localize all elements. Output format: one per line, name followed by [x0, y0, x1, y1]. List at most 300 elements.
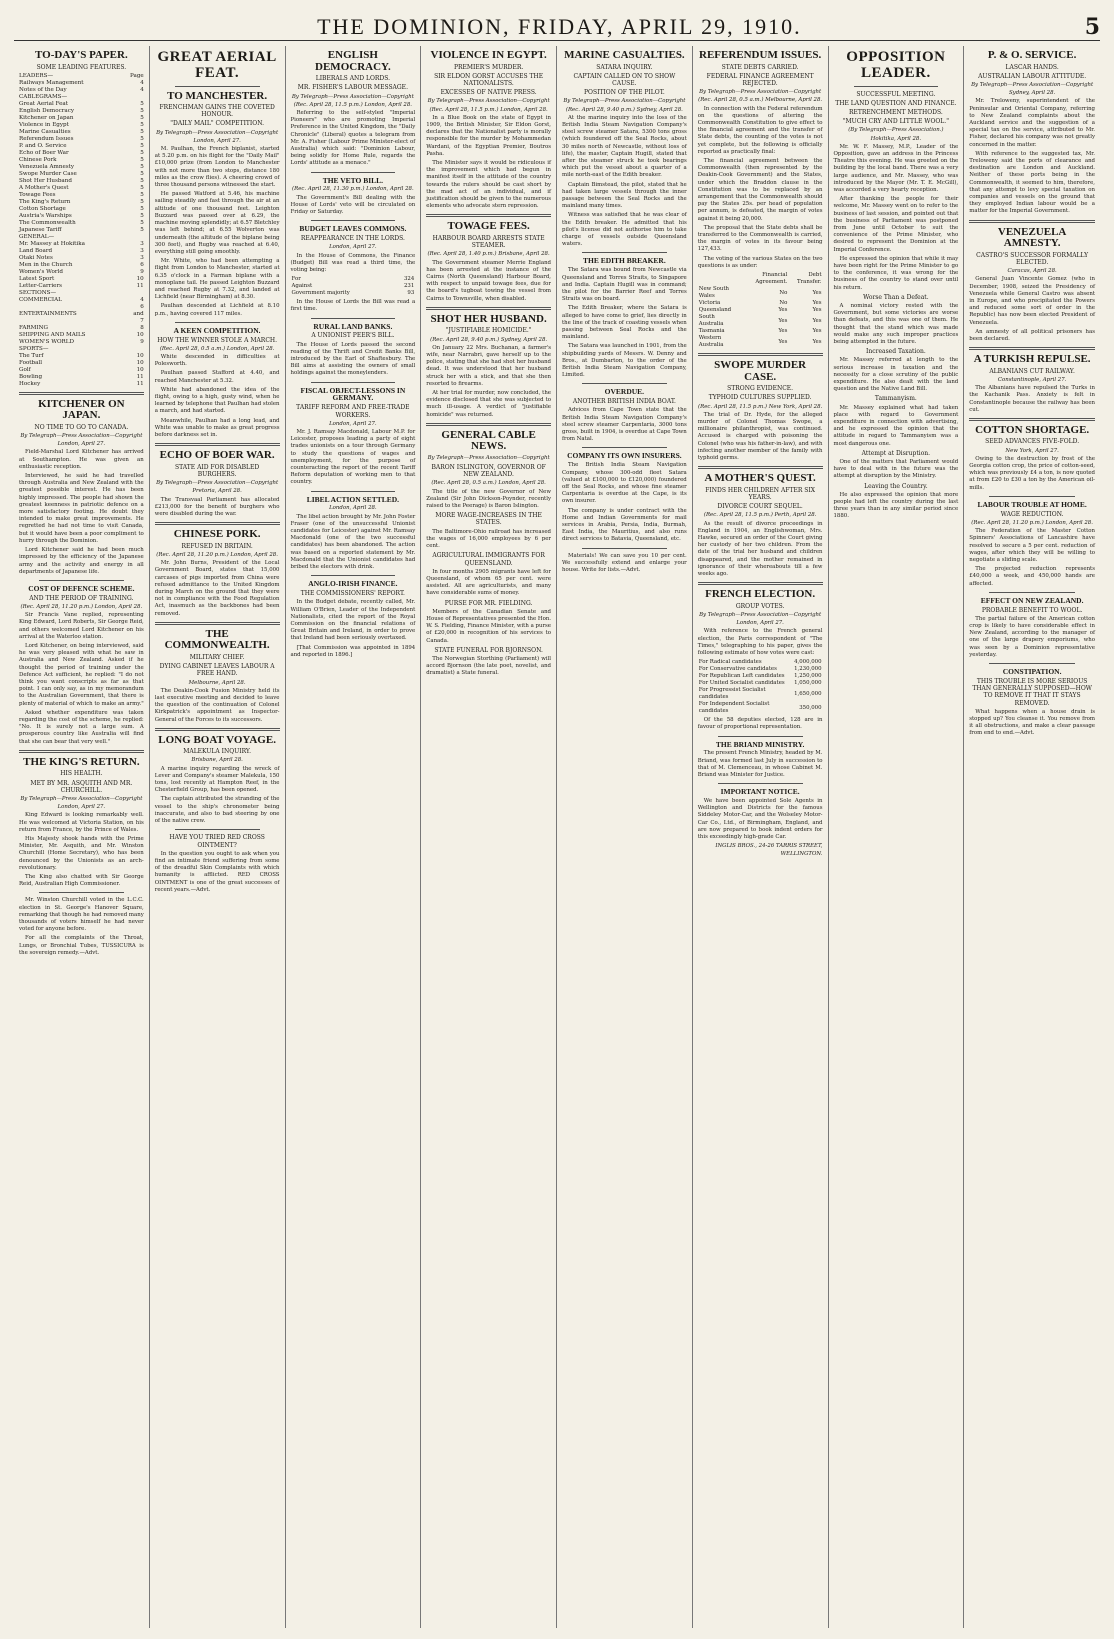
table-row	[19, 178, 144, 185]
table-row	[19, 171, 144, 178]
state-vote-table	[698, 272, 823, 349]
table-cell: Otaki Notes	[19, 254, 53, 261]
effect-p1: The partial failure of the American cotton crop is likely to have considerable effect in New Zealand, according to the manager of one of the large drapery emporiums, who was seen by a Dominion representative yesterday.	[969, 615, 1095, 658]
notice-signature: INGLIS BROS., 24-26 TARRIS STREET, WELLINGTON.	[715, 843, 823, 857]
sections-title: SECTIONS—	[19, 289, 57, 296]
table-cell: 5	[140, 107, 144, 114]
marine-sub-3: POSITION OF THE PILOT.	[584, 89, 665, 97]
edith-heading: THE EDITH BREAKER.	[583, 256, 666, 266]
table-cell: Yes	[812, 317, 822, 324]
aerial-p1: M. Paulhan, the French biplanist, started at 5.20 p.m. on his flight for the "Daily Mail" £10,000 prize (from London to Manchester with not more than two stops, distance 180 miles as the crow flies). A cheering crowd of three thousand persons witnessed the start.	[154, 146, 280, 189]
table-row	[19, 367, 144, 374]
divider	[989, 592, 1075, 593]
table-cell: For Republican Left candidates	[698, 673, 785, 680]
swope-sub-2: TYPHOID CULTURES SUPPLIED.	[708, 394, 812, 402]
table-cell: Japanese Tariff	[19, 226, 62, 233]
competition-p2: Paulhan passed Stafford at 4.40, and reached Manchester at 5.32.	[154, 370, 280, 384]
fiscal-sub: TARIFF REFORM AND FREE-TRADE WORKERS.	[296, 404, 410, 419]
table-cell: New South Wales	[698, 286, 730, 300]
index-list	[19, 80, 144, 234]
opposition-credit: (By Telegraph—Press Association.)	[848, 127, 944, 134]
divider	[175, 86, 260, 87]
swope-p1: The trial of Dr. Hyde, for the alleged murder of Colonel Thomas Swope, a millionaire philanthropist, was continued. Accused is charged with poisoning the Colonel (who was his father-in-law), and with infecting another member of the family with typhoid germs.	[697, 411, 823, 461]
referendum-p4: The voting of the various States on the two questions is as under:	[697, 255, 823, 269]
table-cell: Yes	[812, 289, 822, 296]
french-sub: GROUP VOTES.	[735, 602, 785, 610]
defence-heading: COST OF DEFENCE SCHEME.	[28, 583, 135, 593]
democracy-p1: Referring to the self-styled "Imperial Pioneers" who are promoting Imperial Preference in the United Kingdom, the "Daily Chronicle" (Liberal) quotes a telegram from Mr. A. Fisher (Labour Prime Minister-elect of Australia) which said: "Dominion Labour, being solidly for Home Rule, regards the Lords' attitude as a menace."	[290, 109, 416, 167]
kitchener-date: London, April 27.	[57, 441, 106, 448]
competition-p4: Meanwhile, Paulhan had a long lead, and White was unable to make as great progress before darkness set in.	[154, 417, 280, 439]
table-cell: For United Socialist candidates	[698, 680, 785, 687]
egypt-p2: The Minister says it would be ridiculous if the improvement which had begun in manifest itself in the attitude of the country towards the rulers should be cast short by the mad act of an individual, and if justification should be given to the numerous elements who advocate stern repression.	[426, 159, 551, 210]
table-cell: Football	[19, 359, 43, 366]
turkish-p1: The Albanians have repulsed the Turks in the Kachanik Pass. Anxiety is felt in Constantinople because the railway has been cut.	[969, 385, 1095, 413]
immigrants-sub: AGRICULTURAL IMMIGRANTS FOR QUEENSLAND.	[432, 552, 545, 567]
index-title: LEADERS—	[19, 72, 54, 79]
tammanyism-heading: Tammanyism.	[874, 395, 917, 403]
table-row	[291, 276, 416, 283]
table-cell: 10	[136, 275, 144, 282]
table-cell: Echo of Boer War	[19, 149, 69, 156]
table-cell: A Mother's Quest	[19, 184, 69, 191]
po-sub: LASCAR HANDS.	[1005, 63, 1059, 71]
table-cell: Yes	[812, 338, 822, 345]
masthead	[14, 14, 1100, 41]
labour-sub: WAGE REDUCTION.	[1000, 510, 1064, 518]
egypt-sub-2: SIR ELDON GORST ACCUSES THE NATIONALISTS.	[434, 72, 544, 87]
divider	[155, 622, 280, 625]
boer-date: Pretoria, April 28.	[192, 488, 242, 495]
shot-p1: On January 22 Mrs. Buchanan, a farmer's wife, near Narrabri, gave herself up to the police, stating that she had shot her husband dead. It was understood that her husband struck her with a stick, and that she then resorted to firearms.	[426, 344, 551, 387]
sports-header-row	[19, 346, 144, 353]
table-cell: No	[779, 300, 788, 307]
table-row	[698, 328, 823, 335]
venezuela-p2: An amnesty of all political prisoners has been declared.	[969, 328, 1095, 342]
table-row	[19, 87, 144, 94]
general-list	[19, 241, 144, 290]
table-cell: Railways Management	[19, 79, 84, 86]
table-cell: 1,250,000	[794, 673, 822, 680]
table-cell: 11	[136, 373, 144, 380]
table-cell: Venezuela Amnesty	[19, 163, 75, 170]
marine-date: (Rec. April 28, 9.40 p.m.) Sydney, April 28.	[565, 106, 683, 113]
commonwealth-sub-2: DYING CABINET LEAVES LABOUR A FREE HAND.	[159, 663, 275, 678]
table-cell: 10	[136, 359, 144, 366]
table-cell	[130, 94, 144, 101]
democracy-sub-2: MR. FISHER'S LABOUR MESSAGE.	[297, 84, 408, 92]
referendum-p1: In connection with the Federal referendum on the questions of altering the Commonwealth Constitution to give effect to the financial agreement and the transfer of State debts, the counting of the votes is not yet complete, but the following is officially reported as practically final:	[697, 105, 823, 155]
table-row	[19, 248, 144, 255]
table-row	[291, 283, 416, 290]
table-row	[19, 276, 144, 283]
table-cell: COMMERCIAL	[19, 296, 62, 303]
islington-date: (Rec. April 28, 0.5 a.m.) London, April 28.	[431, 480, 546, 487]
column-2	[150, 46, 286, 1628]
veto-date: (Rec. April 28, 11.30 p.m.) London, April 28.	[292, 186, 414, 193]
table-cell: CABLEGRAMS—	[19, 93, 68, 100]
king-p1: King Edward is looking remarkably well. He was welcomed at Victoria Station, on his return from France, by the Prince of Wales.	[19, 812, 144, 833]
divider	[969, 220, 1095, 223]
islington-sub: BARON ISLINGTON, GOVERNOR OF NEW ZEALAND.	[431, 464, 546, 479]
shot-heading: SHOT HER HUSBAND.	[430, 312, 547, 325]
column-1	[14, 46, 150, 1628]
page-number: 5	[1084, 14, 1100, 40]
labour-p2: The projected reduction represents £40,000 a week, and 450,000 hands are affected.	[969, 566, 1095, 587]
table-row	[19, 164, 144, 171]
boer-credit: By Telegraph—Press Association—Copyright	[156, 480, 279, 487]
pork-heading: CHINESE PORK.	[173, 528, 261, 541]
table-cell: 5	[140, 170, 144, 177]
divider	[989, 496, 1075, 497]
table-row	[19, 94, 144, 101]
egypt-p1: In a Blue Book on the state of Egypt in 1909, the British Minister, Sir Eldon Gorst, declares that the Nationalist party is morally responsible for the murder by Mohammedan Wardani, of the Egyptian Premier, Boutros Pasha.	[426, 114, 551, 157]
competition-date: (Rec. April 28, 0.5 a.m.) London, April 28.	[159, 345, 275, 352]
aerial-heading-2: TO MANCHESTER.	[167, 89, 268, 102]
column-4	[421, 46, 557, 1628]
sections-list	[19, 297, 144, 346]
table-cell: 10	[136, 366, 144, 373]
table-row	[19, 220, 144, 227]
competition-p3: White had abandoned the idea of the flight, owing to a high, gusty wind, when he learned by telephone that Paulhan had stolen a march, and had started.	[154, 386, 280, 415]
table-row	[19, 227, 144, 234]
french-p1: With reference to the French general election, the Paris correspondent of "The Times," telegraphing to his paper, gives the following estimate of how votes were cast:	[697, 628, 823, 656]
egypt-credit: By Telegraph—Press Association—Copyright	[427, 98, 550, 105]
islington-p: The title of the new Governor of New Zealand (Sir John Dickson-Poynder, recently raised to the Peerage) is Baron Islington.	[426, 488, 551, 510]
aerial-sub: FRENCHMAN GAINS THE COVETED HONOUR.	[159, 104, 275, 119]
divider	[582, 447, 667, 448]
defence-p2: Lord Kitchener, on being interviewed, said he was very pleased with what he saw in Australia and New Zealand. Asked if he thought the period of training under the Defence Act sufficient, he replied: "I do not think you want conscripts as far as that point. I can only say, as in my memorandum to the Australian Government, that there is plenty of material of which to make an army."	[19, 643, 144, 707]
venezuela-sub: CASTRO'S SUCCESSOR FORMALLY ELECTED.	[976, 251, 1089, 266]
divider	[19, 750, 144, 753]
rural-heading: RURAL LAND BANKS.	[313, 321, 393, 331]
table-cell: 4	[140, 79, 144, 86]
effect-sub: PROBABLE BENEFIT TO WOOL.	[981, 606, 1083, 614]
table-cell: 6 and 7	[133, 303, 144, 324]
aerial-credit: By Telegraph—Press Association—Copyright	[156, 129, 279, 136]
table-cell: For Progressist Socialist candidates	[698, 687, 766, 701]
table-cell: Kitchener on Japan	[19, 114, 74, 121]
king-p3: The King also chatted with Sir George Reid, Australian High Commissioner.	[19, 874, 144, 888]
table-cell: 5	[140, 163, 144, 170]
veto-heading: THE VETO BILL.	[322, 175, 384, 185]
notice-heading: IMPORTANT NOTICE.	[720, 787, 800, 797]
table-cell: 5	[140, 184, 144, 191]
towage-date: (Rec. April 28, 1.40 p.m.) Brisbane, April 28.	[427, 251, 550, 258]
edith-p3: The Satara was launched in 1901, from the shipbuilding yards of Messrs. W. Denny and Bros., at Dumbarton, to the order of the British India Steam Navigation Company, Limited.	[562, 343, 687, 379]
po-heading: P. & O. SERVICE.	[987, 49, 1077, 61]
table-row	[698, 300, 823, 307]
marine-sub-2: CAPTAIN CALLED ON TO SHOW CAUSE.	[573, 72, 676, 87]
table-cell: 5	[140, 135, 144, 142]
table-row	[19, 157, 144, 164]
divider	[175, 322, 260, 323]
table-row	[19, 325, 144, 332]
leaving-p1: He also expressed the opinion that more people had left the country during the last three years than in any similar period since 1880.	[833, 491, 959, 520]
pork-date: (Rec. April 28, 11.20 p.m.) London, April 28.	[156, 551, 278, 558]
table-cell: Yes	[812, 328, 822, 335]
table-row	[19, 339, 144, 346]
referendum-sub-2: FEDERAL FINANCE AGREEMENT REJECTED.	[706, 72, 814, 87]
table-cell: 1,050,000	[794, 680, 822, 687]
marine-p3: Witness was satisfied that he was clear of the Edith breaker. He admitted that his pilot's license did not authorise him to take charge of vessels outside Queensland waters.	[562, 212, 687, 248]
boat-sub: MALEKULA INQUIRY.	[183, 748, 252, 756]
columns	[14, 46, 1100, 1628]
worse-p1: A nominal victory rested with the Government, but some victories are worse than defeats, and this was one of them. He thought that the stand which was made would make any such improper practices being attempted in the future.	[833, 302, 959, 345]
table-cell: P. and O. Service	[19, 142, 67, 149]
boat-heading: LONG BOAT VOYAGE.	[158, 733, 276, 746]
table-cell: 1,650,000	[794, 690, 822, 697]
po-date: Sydney, April 28.	[1008, 90, 1056, 97]
democracy-sub: LIBERALS AND LORDS.	[315, 75, 391, 83]
cotton-date: New York, April 27.	[1005, 447, 1059, 454]
opposition-sub-3: RETRENCHMENT METHODS.	[848, 108, 943, 116]
divider	[698, 582, 823, 585]
divider	[39, 580, 124, 581]
table-cell: 10	[136, 352, 144, 359]
constipation-p1: What happens when a house drain is stopped up? You cleanse it. You remove from it all obstructions, and make a clear passage from end to end.—Advt.	[969, 708, 1095, 737]
irish-heading: ANGLO-IRISH FINANCE.	[308, 579, 398, 589]
table-cell: Chinese Pork	[19, 156, 57, 163]
leaving-heading: Leaving the Country.	[864, 482, 928, 490]
divider	[969, 347, 1095, 350]
divider	[155, 522, 280, 525]
table-cell: 4	[140, 296, 144, 303]
bjornson-p: The Norwegian Storthing (Parliament) will accord Bjornson (the late poet, novelist, and dramatist) a State funeral.	[426, 655, 551, 677]
budget-p1: In the House of Commons, the Finance (Budget) Bill was read a third time, the voting being:	[290, 252, 416, 273]
state-vote-head-0	[698, 272, 741, 286]
tussicura-advert: For all the complaints of the Throat, Lungs, or Bronchial Tubes, TUSSICURA is the sovereign remedy.—Advt.	[19, 935, 144, 956]
french-date: London, April 27.	[736, 620, 784, 627]
egypt-heading: VIOLENCE IN EGYPT.	[430, 49, 547, 61]
towage-sub: HARBOUR BOARD ARRESTS STATE STEAMER.	[432, 234, 545, 250]
venezuela-date: Caracas, April 28.	[1007, 268, 1057, 275]
po-p2: With reference to the suggested tax, Mr. Treloweny said the ports of clearance and destination are London and Auckland. Neither of these ports being in the Commonwealth, it seemed to him, therefore, that any attempt to levy special taxation on companies and vessels on the ground that they employed Indian labour would be a matter for the Imperial Government.	[969, 150, 1095, 215]
vote-rows	[291, 276, 416, 290]
table-row	[19, 185, 144, 192]
table-cell: Letter-Carriers	[19, 282, 63, 289]
veto-p1: The Government's Bill dealing with the House of Lords' veto will be circulated on Friday or Saturday.	[290, 194, 416, 216]
table-cell: 5	[140, 149, 144, 156]
irish-p2: [That Commission was appointed in 1894 and reported in 1896.]	[290, 644, 416, 658]
overdue-p1: Advices from Cape Town state that the British India Steam Navigation Company's steel screw steamer Carpentaria, 3000 tons gross, built in 1904, is overdue at Cape Town from Natal.	[562, 407, 687, 443]
competition-heading: A KEEN COMPETITION.	[173, 325, 261, 335]
table-cell: Queensland	[698, 307, 732, 314]
labour-date: (Rec. April 28, 11.20 p.m.) London, April 28.	[971, 519, 1093, 526]
bjornson-sub: STATE FUNERAL FOR BJORNSON.	[434, 646, 543, 654]
table-cell: 5	[140, 177, 144, 184]
table-row	[19, 381, 144, 388]
french-p2: Of the 58 deputies elected, 128 are in favour of proportional representation.	[697, 717, 823, 731]
divider	[718, 783, 803, 784]
egypt-date: (Rec. April 28, 11.5 p.m.) London, April 28.	[429, 106, 548, 113]
todays-paper-sub: SOME LEADING FEATURES.	[36, 63, 127, 71]
po-p1: Mr. Treloweny, superintendent of the Peninsular and Oriental Company, referring to New Zealand complaints about the Auckland service and the suggestion of a special tax on the service, attributed to Mr. Fisher, declared his company was not greatly concerned in the matter.	[969, 98, 1095, 148]
marine-heading: MARINE CASUALTIES.	[564, 49, 685, 61]
mother-sub: FINDS HER CHILDREN AFTER SIX YEARS.	[705, 486, 815, 501]
mother-date: (Rec. April 28, 11.5 p.m.) Perth, April 28.	[703, 512, 817, 519]
table-row	[698, 687, 823, 701]
table-cell: 5	[140, 205, 144, 212]
divider	[426, 423, 551, 426]
table-cell: No	[779, 289, 788, 296]
constipation-sub: THIS TROUBLE IS MORE SERIOUS THAN GENERALLY SUPPOSED—HOW TO REMOVE IT THAT IT STAYS REMOVED.	[972, 677, 1092, 707]
table-cell: 5	[140, 191, 144, 198]
referendum-date: (Rec. April 28, 0.5 a.m.) Melbourne, April 28.	[698, 97, 823, 104]
table-cell: 6	[140, 261, 144, 268]
opposition-sub-2: THE LAND QUESTION AND FINANCE.	[835, 99, 957, 107]
opposition-sub: SUCCESSFUL MEETING.	[856, 90, 936, 98]
table-cell: 5	[140, 212, 144, 219]
divider	[718, 736, 803, 737]
table-cell: 5	[140, 121, 144, 128]
vote-majority-label: Government majority	[291, 290, 350, 297]
table-cell: South Australia	[698, 314, 724, 328]
divider	[426, 214, 551, 217]
table-cell: 10	[136, 331, 144, 338]
mother-p1: As the result of divorce proceedings in England in 1904, an Englishwoman, Mrs. Hawke, secured an order of the Court giving her custody of her two children. From the date of the trial her husband and children disappeared, and the mother remained in ignorance of their whereabouts till a few weeks ago.	[697, 520, 823, 577]
swope-date: (Rec. April 28, 11.5 p.m.) New York, April 28.	[698, 403, 823, 410]
commonwealth-p1: The Deakin-Cook Fusion Ministry held its last executive meeting and decided to leave the question of the continuation of Colonel Kirkpatrick's appointment as Inspector-General of the Forces to its successors.	[154, 687, 280, 723]
table-cell: 5	[140, 114, 144, 121]
table-row	[698, 286, 823, 300]
table-row	[19, 192, 144, 199]
venezuela-p1: General Juan Vincente Gomez (who in December, 1908, seized the Presidency of Venezuela while General Castro was absent in Europe, and who precipitated the Powers and reduced some sort of order in the Republic) has now been elected President of Venezuela.	[969, 276, 1095, 326]
table-row	[698, 335, 823, 349]
table-cell: 11	[136, 380, 144, 387]
table-cell: 5	[140, 128, 144, 135]
shot-p2: At her trial for murder, now concluded, the evidence disclosed that she was subjected to much ill-usage. A verdict of "justifiable homicide" was returned.	[426, 389, 551, 418]
table-row	[19, 360, 144, 367]
company-p2: The company is under contract with the Home and Indian Governments for mail services in Arabia, Persia, India, Burmah, East India, the Mauritius, and also runs direct services to Batavia, Queensland, etc.	[562, 507, 687, 543]
edith-p2: The Edith Breaker, where the Satara is alleged to have come to grief, lies directly in the line of the track of coasting vessels when passing between Seal Rocks and the mainland.	[562, 305, 687, 341]
libel-p1: The libel action brought by Mr. John Foster Fraser (one of the unsuccessful Unionist candidates for Leicester) against Mr. Ramsay Macdonald (one of the two successful candidates) has been abandoned. The action was based on a reported statement by Mr. Macdonald that the Unionist candidates had bribed the electors with drink.	[290, 513, 416, 571]
masthead-title: THE DOMINION, FRIDAY, APRIL 29, 1910.	[317, 14, 802, 39]
irish-p1: In the Budget debate, recently called, Mr. William O'Brien, Leader of the Independent Nationalists, cited the report of the Royal Commission on the financial relations of Great Britain and Ireland, in order to prove that Ireland had been seriously overtaxed.	[290, 599, 416, 642]
divider	[311, 172, 396, 173]
aerial-p3: Mr. White, who had been attempting a flight from London to Manchester, started at 6.35 o'clock in a Farman biplane with a monoplane tail. He passed Leighton Buzzard and reached Rugby at 7.32, and landed at Lichfield (near Birmingham) at 8.30.	[154, 258, 280, 301]
divider	[39, 892, 124, 893]
table-row	[19, 122, 144, 129]
fiscal-heading: FISCAL OBJECT-LESSONS IN GERMANY.	[300, 385, 406, 403]
table-row	[698, 307, 823, 314]
table-cell: 324	[403, 276, 415, 283]
boat-p2: The captain attributed the stranding of the vessel to the ship's chronometer being inaccurate, and also to bad steering by one of the native crew.	[154, 796, 280, 825]
table-row	[19, 255, 144, 262]
towage-heading: TOWAGE FEES.	[447, 220, 530, 233]
table-row	[698, 680, 823, 687]
company-p1: The British India Steam Navigation Company, whose 300-odd fleet Satara (valued at £100,000 to £120,000) foundered off the Seal Rocks, and whose fine steamer Carpentaria is overdue at the Cape, is its own insurer.	[562, 462, 687, 505]
overdue-heading: OVERDUE.	[604, 387, 645, 397]
table-cell: Victoria	[698, 300, 721, 307]
tammanyism-p1: Mr. Massey explained what had taken place with regard to Government expenditure in connection with advertising, and he expressed the opinion that the attitude in regard to Tammanyism was a most dangerous one.	[833, 404, 959, 447]
table-cell: For Independent Socialist candidates	[698, 701, 770, 715]
divider	[426, 307, 551, 310]
table-row	[19, 80, 144, 87]
pork-sub: REFUSED IN BRITAIN.	[181, 542, 253, 550]
divider	[582, 548, 667, 549]
cotton-heading: COTTON SHORTAGE.	[975, 423, 1090, 436]
aerial-heading: GREAT AERIAL FEAT.	[157, 49, 277, 81]
opposition-p2: After thanking the people for their welcome, Mr. Massey went on to refer to the business of last session, and pointed out that the business of Parliament was postponed from June until October to suit the convenience of the Prime Minister, who desired to represent the Dominion at the Imperial Conference.	[833, 196, 959, 253]
state-vote-head-1: Financial Agreement.	[755, 272, 788, 286]
divider	[175, 829, 260, 830]
table-row	[698, 673, 823, 680]
general-news-credit: By Telegraph—Press Association—Copyright	[427, 454, 550, 461]
general-title: GENERAL—	[19, 233, 55, 240]
todays-paper-heading: TO-DAY'S PAPER.	[35, 49, 128, 61]
wages-p: The Baltimore-Ohio railroad has increased the wages of 16,000 employees by 6 per cent.	[426, 528, 551, 550]
table-cell: 5	[140, 100, 144, 107]
column-6	[693, 46, 829, 1628]
aerial-sub-2: "DAILY MAIL" COMPETITION.	[170, 120, 264, 128]
table-cell: Hockey	[19, 380, 41, 387]
briand-p1: The present French Ministry, headed by M. Briand, was formed last July in succession to that of M. Clemenceau, in whose Cabinet M. Briand was Minister for Justice.	[697, 750, 823, 778]
libel-date: London, April 28.	[329, 505, 377, 512]
table-cell: FARMING	[19, 324, 48, 331]
table-cell: 4	[140, 86, 144, 93]
worse-heading: Worse Than a Defeat.	[863, 293, 929, 301]
taxation-p1: Mr. Massey referred at length to the serious increase in taxation and the necessity for a close scrutiny of the public expenditure. He also dealt with the land question and the Native Land Bill.	[833, 357, 959, 393]
table-cell: 1,230,000	[794, 666, 822, 673]
table-cell: Tasmania	[698, 328, 725, 335]
sports-list	[19, 353, 144, 388]
state-vote-head-2: Debt Transfer.	[796, 272, 822, 286]
fiscal-p1: Mr. J. Ramsay Macdonald, Labour M.P. for Leicester, proposes leading a party of eight trades unionists on a tour through Germany to study the questions of wages and unemployment, for the purpose of counteracting the report of the recent Tariff Reform deputation of working men to that country.	[290, 428, 416, 486]
table-cell: 4,000,000	[794, 659, 822, 666]
red-cross-advert: In the question you ought to ask when you find an intimate friend suffering from some of the dreadful Skin Complaints with which humanity is afflicted. RED CROSS OINTMENT is one of the great successes of recent years.—Advt.	[154, 850, 280, 893]
boer-p1: The Transvaal Parliament has allocated £213,000 for the benefit of burghers who were disabled during the war.	[154, 496, 280, 518]
kitchener-heading: KITCHENER ON JAPAN.	[38, 397, 125, 422]
table-cell: 5	[140, 142, 144, 149]
table-cell: SHIPPING AND MAILS	[19, 331, 86, 338]
table-row	[19, 241, 144, 248]
mother-sub-2: DIVORCE COURT SEQUEL.	[717, 503, 803, 511]
sports-title: SPORTS—	[19, 345, 49, 352]
effect-heading: EFFECT ON NEW ZEALAND.	[980, 595, 1084, 605]
table-row	[19, 304, 144, 325]
opposition-p3: He expressed the opinion that while it may have been right for the Prime Minister to go to the conference, it was wrong for the business of the country to stand over until his return.	[833, 255, 959, 291]
marine-p1: At the marine inquiry into the loss of the British India Steam Navigation Company's steel screw steamer Satara, 5300 tons gross (which foundered off the Seal Rocks, about 30 miles north of Newcastle, without loss of life), the master, Captain Hugill, stated that after the steamer struck he took bearings which put the vessel about a quarter of a mile north-east of the Edith breaker.	[562, 114, 687, 179]
boer-sub: STATE AID FOR DISABLED BURGHERS.	[175, 463, 260, 478]
divider	[582, 383, 667, 384]
egypt-sub-3: EXCESSES OF NATIVE PRESS.	[440, 89, 537, 97]
briand-heading: THE BRIAND MINISTRY.	[715, 739, 805, 749]
table-row	[698, 701, 823, 715]
shot-sub: "JUSTIFIABLE HOMICIDE."	[445, 327, 532, 335]
boat-date: Brisbane, April 28.	[191, 757, 243, 764]
table-cell: 350,000	[799, 704, 822, 711]
table-cell: 9	[140, 268, 144, 275]
boat-p1: A marine inquiry regarding the wreck of Lever and Company's steamer Malekula, 150 tons, lost recently at Hampton Reef, in the Chesterfield Group, has been opened.	[154, 765, 280, 794]
table-cell: 3	[140, 254, 144, 261]
table-cell: Latest Sport	[19, 275, 55, 282]
table-cell: 11	[136, 282, 144, 289]
table-cell: WOMEN'S WORLD	[19, 338, 74, 345]
table-row	[19, 283, 144, 290]
table-cell: Towage Fees	[19, 191, 56, 198]
swope-sub: STRONG EVIDENCE.	[727, 385, 794, 393]
referendum-heading: REFERENDUM ISSUES.	[699, 49, 822, 61]
cotton-p1: Owing to the destruction by frost of the Georgia cotton crop, the price of cotton-seed, which was previously £4 a ton, is now quoted at from £20 to £30 a ton by the American oil-mills.	[969, 455, 1095, 491]
turkish-date: Constantinople, April 27.	[997, 376, 1067, 383]
table-row	[19, 136, 144, 143]
french-vote-table	[698, 659, 823, 715]
fiscal-date: London, April 27.	[329, 420, 377, 427]
referendum-credit: By Telegraph—Press Association—Copyright	[699, 89, 822, 96]
divider	[155, 728, 280, 731]
vote-table	[291, 276, 416, 297]
